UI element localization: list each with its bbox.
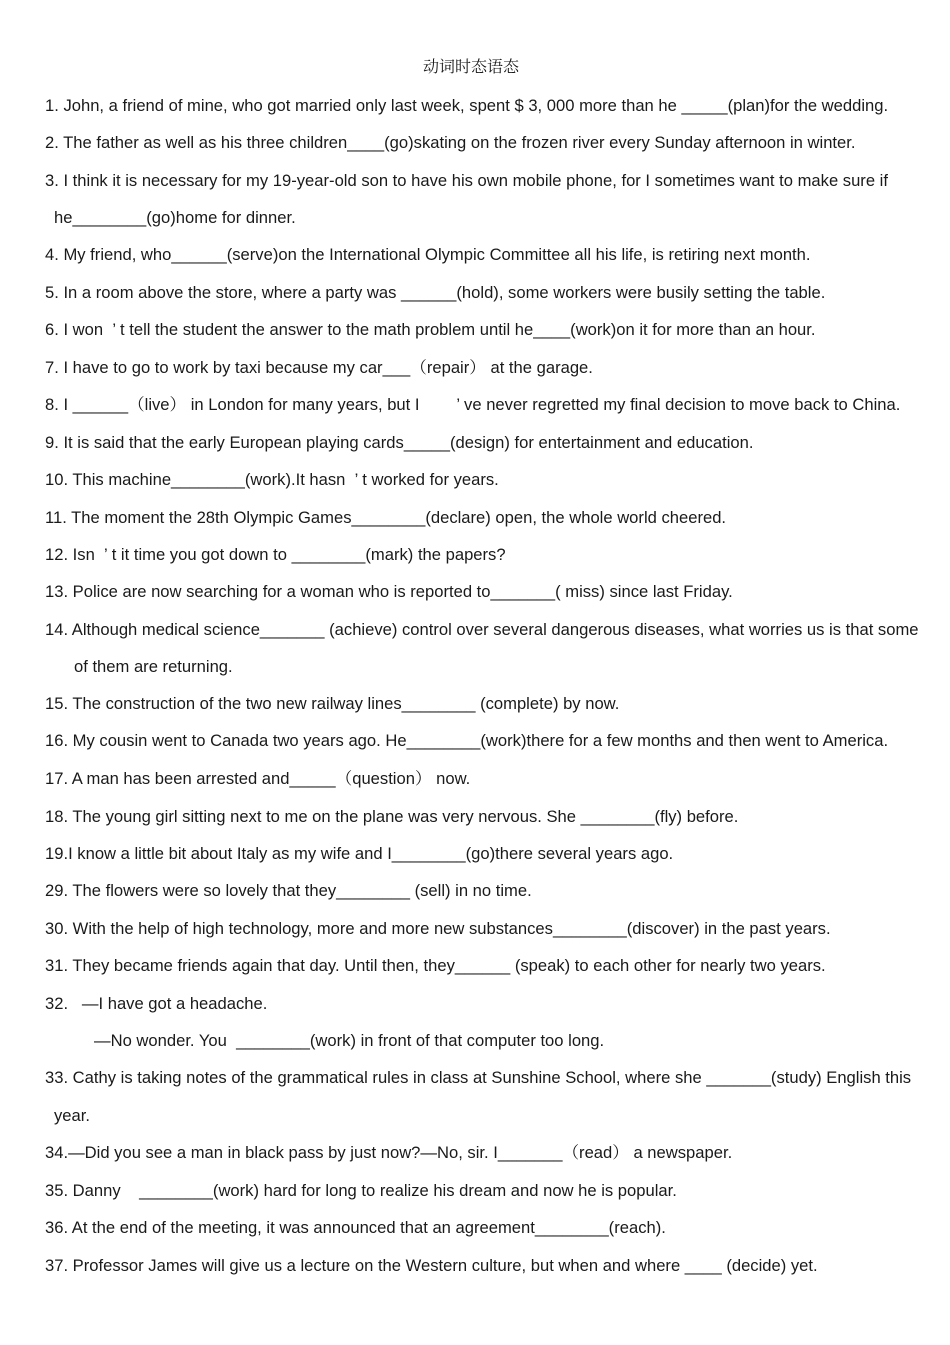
question-32: 32. —I have got a headache. bbox=[45, 994, 268, 1013]
question-2: 2. The father as well as his three children____(go)skating on the frozen river every Sunday afternoon in winter. bbox=[45, 133, 856, 152]
question-17: 17. A man has been arrested and_____（question） now. bbox=[45, 769, 471, 788]
question-13: 13. Police are now searching for a woman who is reported to_______( miss) since last Friday. bbox=[45, 582, 733, 601]
question-33: 33. Cathy is taking notes of the grammatical rules in class at Sunshine School, where she _______(study) English this bbox=[45, 1068, 912, 1087]
question-36: 36. At the end of the meeting, it was announced that an agreement________(reach). bbox=[45, 1218, 666, 1237]
question-29: 29. The flowers were so lovely that they________ (sell) in no time. bbox=[45, 881, 532, 900]
question-19: 19.I know a little bit about Italy as my wife and I________(go)there several years ago. bbox=[45, 844, 674, 863]
question-10: 10. This machine________(work).It hasn ’ t worked for years. bbox=[45, 470, 499, 489]
question-8: 8. I ______（live） in London for many years, but I ’ ve never regretted my final decision to move back to China. bbox=[45, 395, 901, 414]
question-14-cont: of them are returning. bbox=[74, 657, 233, 676]
question-5: 5. In a room above the store, where a party was ______(hold), some workers were busily setting the table. bbox=[45, 283, 826, 302]
question-31: 31. They became friends again that day. Until then, they______ (speak) to each other for nearly two years. bbox=[45, 956, 826, 975]
question-33-cont: year. bbox=[54, 1106, 90, 1125]
question-9: 9. It is said that the early European playing cards_____(design) for entertainment and education. bbox=[45, 433, 754, 452]
question-11: 11. The moment the 28th Olympic Games________(declare) open, the whole world cheered. bbox=[45, 508, 727, 527]
question-15: 15. The construction of the two new railway lines________ (complete) by now. bbox=[45, 694, 620, 713]
question-14: 14. Although medical science_______ (achieve) control over several dangerous diseases, what worries us is that some bbox=[45, 620, 919, 639]
question-1: 1. John, a friend of mine, who got married only last week, spent $ 3, 000 more than he _____(plan)for the wedding. bbox=[45, 96, 889, 115]
question-16: 16. My cousin went to Canada two years ago. He________(work)there for a few months and then went to America. bbox=[45, 731, 889, 750]
question-34: 34.—Did you see a man in black pass by just now?—No, sir. I_______（read） a newspaper. bbox=[45, 1143, 733, 1162]
question-35: 35. Danny ________(work) hard for long to realize his dream and now he is popular. bbox=[45, 1181, 677, 1200]
question-30: 30. With the help of high technology, more and more new substances________(discover) in the past years. bbox=[45, 919, 831, 938]
question-4: 4. My friend, who______(serve)on the International Olympic Committee all his life, is retiring next month. bbox=[45, 245, 811, 264]
question-6: 6. I won ’ t tell the student the answer to the math problem until he____(work)on it for more than an hour. bbox=[45, 320, 816, 339]
question-32-reply: —No wonder. You ________(work) in front of that computer too long. bbox=[94, 1031, 605, 1050]
question-37: 37. Professor James will give us a lecture on the Western culture, but when and where ____ (decide) yet. bbox=[45, 1256, 818, 1275]
question-3: 3. I think it is necessary for my 19-year-old son to have his own mobile phone, for I sometimes want to make sure if bbox=[45, 171, 888, 190]
question-18: 18. The young girl sitting next to me on the plane was very nervous. She ________(fly) before. bbox=[45, 807, 739, 826]
page-title: 动词时态语态 bbox=[422, 57, 519, 76]
question-12: 12. Isn ’ t it time you got down to ________(mark) the papers? bbox=[45, 545, 506, 564]
question-7: 7. I have to go to work by taxi because my car___（repair） at the garage. bbox=[45, 358, 593, 377]
question-3-cont: he________(go)home for dinner. bbox=[54, 208, 296, 227]
